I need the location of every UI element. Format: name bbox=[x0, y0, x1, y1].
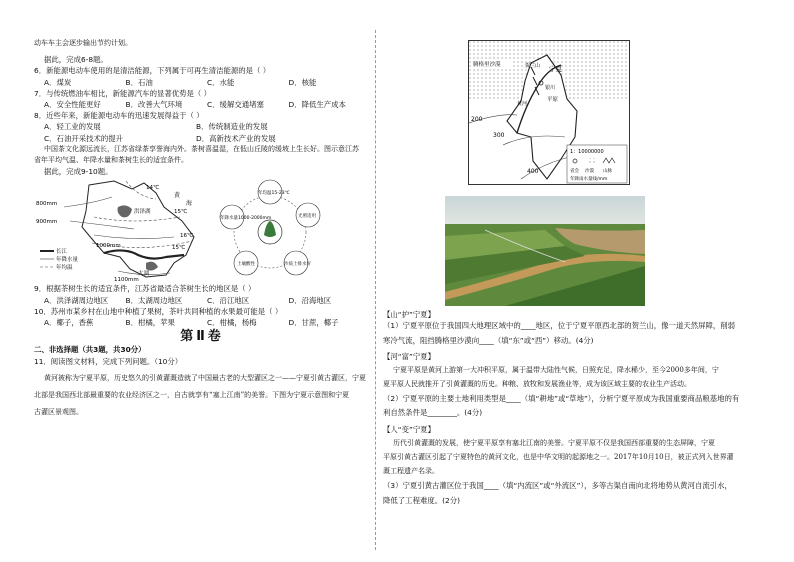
isohyet-1000 bbox=[94, 235, 174, 239]
tea-cond-soil-acid: 土壤酸性 bbox=[237, 262, 255, 268]
legend-isohyet: 年降雨水量线/mm bbox=[570, 177, 608, 182]
option-a[interactable]: A．煤炭 bbox=[44, 77, 72, 87]
option-c[interactable]: C．水能 bbox=[207, 77, 235, 87]
legend-desert: 沙漠 bbox=[585, 169, 594, 174]
question-9: 9．根据茶树生长的适宜条件，江苏省最适合茶树生长的地区是（ ） bbox=[34, 284, 256, 294]
option-d[interactable]: D．降低生产成本 bbox=[288, 100, 346, 110]
ningxia-map-legend bbox=[567, 145, 627, 183]
label-900mm: 900mm bbox=[36, 219, 58, 226]
tea-cond-light: 光照适用 bbox=[298, 214, 316, 220]
question-11-3-line-1: （3）宁夏引黄古灌区位于我国____（填“内流区”或“外流区”），多等古渠自南向北将地势从黄河自流引水， bbox=[383, 481, 732, 491]
legend-yangtze: 长江 bbox=[56, 249, 68, 256]
passage-2-line-1: 宁夏平原是黄河上游第一大冲积平原，属于温带大陆性气候，日照充足，降水稀少，至今2000多年间，宁 bbox=[393, 365, 719, 374]
question-11-1-line-1: （1）宁夏平原位于我国四大地理区域中的____地区，位于宁夏平原西北部的贺兰山，像一道天然屏障，削弱 bbox=[383, 321, 736, 331]
figure-irrigation-photo bbox=[445, 196, 645, 306]
question-11-2-line-1: （2）宁夏平原的主要土地利用类型是____（填“耕地”或“草地”），分析宁夏平原成为我国重要商品粮基地的有 bbox=[383, 394, 740, 404]
label-14c: 14℃ bbox=[146, 185, 160, 192]
option-d[interactable]: D．沿海地区 bbox=[288, 295, 332, 305]
label-helan: 贺兰山 bbox=[525, 63, 541, 69]
tip-9-10: 据此，完成9-10题。 bbox=[44, 167, 113, 177]
option-b[interactable]: B．太湖周边地区 bbox=[125, 295, 183, 305]
question-8: 8．近些年来，新能源电动车的迅速发展得益于（ ） bbox=[34, 111, 204, 121]
label-huang: 黄 bbox=[174, 192, 181, 200]
question-7: 7．与传统燃油车相比，新能源汽车的显著优势是（ ） bbox=[34, 88, 212, 98]
label-200: 200 bbox=[471, 116, 483, 123]
intro-line: 动车车主会逐步输出节约计划。 bbox=[34, 39, 132, 47]
passage-3-line-3: 溉工程遗产名录。 bbox=[383, 467, 439, 476]
figure-jiangsu bbox=[34, 177, 370, 283]
section-2-heading: 【河“富”宁夏】 bbox=[383, 351, 436, 361]
label-15c: 15℃ bbox=[174, 209, 188, 216]
tea-cond-soil-sand: 沙质土排水好 bbox=[284, 262, 311, 268]
question-11-2-line-2: 利自然条件是________。(4分) bbox=[383, 408, 483, 418]
legend-mountain: 山脉 bbox=[603, 169, 612, 174]
yangtze-river bbox=[104, 251, 184, 259]
isohyet-800 bbox=[64, 197, 112, 207]
label-hongze: 洪泽湖 bbox=[134, 209, 151, 216]
question-9-options bbox=[34, 295, 370, 306]
question-8-options-cd bbox=[34, 133, 370, 144]
question-10: 10．苏州市某乡村在山地中种植了果树，茶叶共同种植的水果最可能是（ ） bbox=[34, 306, 283, 316]
tea-conditions-diagram bbox=[220, 180, 320, 275]
legend-temperature: 年均温 bbox=[56, 265, 73, 272]
option-b[interactable]: B．石油 bbox=[125, 77, 153, 87]
label-hai: 海 bbox=[186, 200, 193, 208]
option-a[interactable]: A．安全性能更好 bbox=[44, 100, 101, 110]
passage-11-line-3: 古灌区景观图。 bbox=[34, 408, 83, 417]
column-divider bbox=[375, 30, 376, 550]
passage-3-line-1: 历代引黄灌溉的发展，使宁夏平原享有塞北江南的美誉。宁夏平原不仅是我国西部重要的生态屏障，宁夏 bbox=[393, 438, 715, 447]
label-plain: 平原 bbox=[547, 97, 559, 103]
label-yinchuan: 银川 bbox=[545, 85, 556, 91]
passage-11-line-1: 黄河被称为宁夏平原，历史悠久的引黄灌溉造就了中国最古老的大型灌区之一——宁夏引黄古灌区，宁夏 bbox=[44, 373, 366, 382]
section-3-heading: 【人“变”宁夏】 bbox=[383, 424, 436, 434]
option-a[interactable]: A．轻工业的发展 bbox=[44, 122, 101, 132]
part-two-heading: 二、非选择题（共3题，共30分） bbox=[34, 345, 146, 355]
passage-2-line-2: 夏平原人民就推开了引黄灌溉的历史。种粮、放牧和发展渔业等，成为该区域主要的农业生产活动。 bbox=[383, 380, 691, 389]
question-6-options bbox=[34, 77, 370, 88]
legend-capital: 省会 bbox=[570, 169, 579, 174]
question-7-options bbox=[34, 99, 370, 110]
label-ningxia: 宁夏 bbox=[549, 65, 562, 73]
map-scale: 1：10000000 bbox=[570, 149, 604, 155]
passage-tea-line-1: 中国茶文化源远流长，江苏省绿茶享誉海内外。茶树喜温湿，在低山丘陵的缓坡上生长好。图示意江苏 bbox=[44, 144, 359, 153]
option-c[interactable]: C．石油开采技术的提升 bbox=[44, 133, 124, 143]
tea-cond-temp: 年均温15-23℃ bbox=[258, 191, 290, 197]
landscape-photo bbox=[445, 196, 645, 306]
option-d[interactable]: D．高新技术产业的发展 bbox=[196, 133, 276, 143]
isohyet-900 bbox=[70, 221, 134, 229]
label-tengger-desert: 腾格里沙漠 bbox=[473, 62, 501, 68]
option-b[interactable]: B．改善大气环境 bbox=[125, 100, 183, 110]
question-8-options-ab bbox=[34, 121, 370, 132]
passage-3-line-2: 平原引黄古灌区引起了宁夏特色的黄河文化，也是中华文明的起源地之一。2017年10月10日，被正式列入世界灌 bbox=[383, 453, 734, 462]
question-11: 11．阅读图文材料，完成下列问题。（10分） bbox=[34, 356, 183, 366]
option-b[interactable]: B．柑橘，苹果 bbox=[125, 318, 175, 328]
option-c[interactable]: C．缓解交通堵塞 bbox=[207, 100, 264, 110]
figure-ningxia-map bbox=[468, 40, 630, 185]
passage-11-line-2: 北部是我国西北部最重要的农业经济区之一，自古就享有“塞上江南”的美誉。下图为宁夏示意图和宁夏 bbox=[34, 391, 350, 400]
option-d[interactable]: D．甘蔗，椰子 bbox=[288, 318, 339, 328]
label-800mm: 800mm bbox=[36, 201, 58, 208]
legend-rainfall: 年降水量 bbox=[56, 257, 79, 264]
left-column bbox=[34, 0, 370, 418]
question-11-3-line-2: 降低了工程难度。(2分) bbox=[383, 495, 460, 505]
isotherm-15 bbox=[94, 217, 180, 221]
jiangsu-map-svg bbox=[34, 177, 370, 283]
question-11-1-line-2: 寒冷气流，阻挡腾格里沙漠向____（填“东”或“西”）移动。(4分) bbox=[383, 336, 594, 346]
option-a[interactable]: A．椰子，香蕉 bbox=[44, 318, 94, 328]
option-c[interactable]: C．沿江地区 bbox=[207, 295, 250, 305]
lake-tai bbox=[146, 262, 158, 271]
label-1000mm: 1000mm bbox=[96, 243, 121, 250]
passage-tea-line-2: 省年平均气温、年降水量和茶树生长的适宜条件。 bbox=[34, 156, 188, 165]
tip-6-8: 据此，完成6-8题。 bbox=[44, 55, 108, 65]
section-1-heading: 【山“护”宁夏】 bbox=[383, 310, 436, 319]
option-a[interactable]: A．洪泽湖周边地区 bbox=[44, 295, 109, 305]
option-c[interactable]: C．柑橘，杨梅 bbox=[207, 318, 257, 328]
label-huanghe: 黄河 bbox=[517, 101, 528, 107]
label-16c: 16℃ bbox=[180, 233, 194, 240]
question-6: 6．新能源电动车使用的是清洁能源，下列属于可再生清洁能源的是（ ） bbox=[34, 66, 271, 76]
ningxia-map-svg bbox=[469, 41, 629, 184]
section-title: 第Ⅱ卷 bbox=[180, 329, 224, 345]
option-d[interactable]: D．核能 bbox=[288, 77, 317, 87]
label-tai: 太湖 bbox=[138, 271, 150, 278]
map-legend bbox=[40, 247, 79, 271]
label-300: 300 bbox=[493, 132, 505, 139]
question-10-options bbox=[34, 317, 370, 328]
lake-hongze bbox=[118, 206, 133, 218]
label-15c-b: 15℃ bbox=[172, 245, 186, 252]
tea-cond-rain: 年降水量1000-2000mm bbox=[220, 216, 272, 222]
label-400: 400 bbox=[527, 168, 539, 175]
label-1100mm: 1100mm bbox=[114, 277, 139, 284]
option-b[interactable]: B．传统制造业的发展 bbox=[196, 122, 268, 132]
